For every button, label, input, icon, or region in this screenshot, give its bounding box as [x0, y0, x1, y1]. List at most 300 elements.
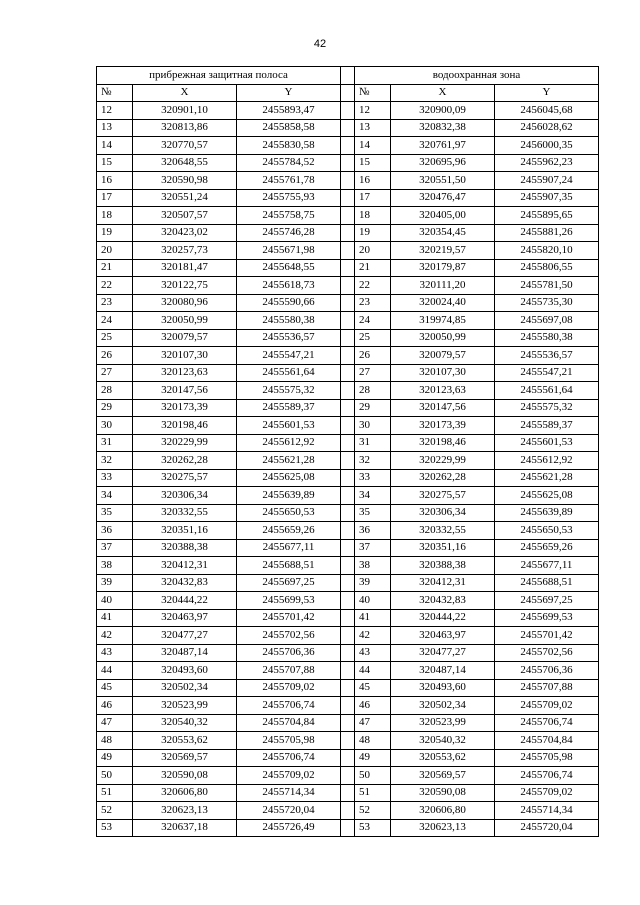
left-cell-y: 2455858,58: [237, 119, 341, 137]
left-cell-y: 2455714,34: [237, 784, 341, 802]
column-gap: [341, 767, 355, 785]
right-cell-y: 2455589,37: [495, 417, 599, 435]
right-cell-number: 22: [355, 277, 391, 295]
right-cell-y: 2455706,36: [495, 662, 599, 680]
column-gap: [341, 697, 355, 715]
right-cell-number: 35: [355, 504, 391, 522]
right-cell-y: 2455720,04: [495, 819, 599, 837]
right-cell-number: 53: [355, 819, 391, 837]
right-cell-x: 320540,32: [391, 732, 495, 750]
right-cell-number: 51: [355, 784, 391, 802]
left-cell-number: 29: [97, 399, 133, 417]
left-cell-number: 21: [97, 259, 133, 277]
left-cell-number: 35: [97, 504, 133, 522]
left-cell-y: 2455720,04: [237, 802, 341, 820]
right-cell-x: 320179,87: [391, 259, 495, 277]
right-cell-x: 320761,97: [391, 137, 495, 155]
right-cell-number: 30: [355, 417, 391, 435]
left-header-x: X: [133, 84, 237, 102]
right-cell-y: 2455650,53: [495, 522, 599, 540]
table-row: [97, 557, 599, 575]
right-cell-number: 39: [355, 574, 391, 592]
column-gap: [341, 679, 355, 697]
right-cell-x: 320551,50: [391, 172, 495, 190]
table-row: [97, 137, 599, 155]
left-cell-number: 28: [97, 382, 133, 400]
left-cell-y: 2455590,66: [237, 294, 341, 312]
left-cell-number: 46: [97, 697, 133, 715]
right-cell-x: 320432,83: [391, 592, 495, 610]
left-header-number: №: [97, 84, 133, 102]
left-cell-y: 2455618,73: [237, 277, 341, 295]
column-gap: [341, 137, 355, 155]
right-cell-y: 2455704,84: [495, 732, 599, 750]
table-row: [97, 312, 599, 330]
left-cell-x: 320493,60: [133, 662, 237, 680]
table-row: [97, 329, 599, 347]
right-cell-y: 2455536,57: [495, 347, 599, 365]
left-cell-y: 2455746,28: [237, 224, 341, 242]
left-header-y: Y: [237, 84, 341, 102]
left-cell-y: 2455659,26: [237, 522, 341, 540]
left-cell-x: 320813,86: [133, 119, 237, 137]
table-row: [97, 714, 599, 732]
column-gap: [341, 364, 355, 382]
right-cell-x: 320107,30: [391, 364, 495, 382]
right-cell-number: 24: [355, 312, 391, 330]
table-row: [97, 469, 599, 487]
right-cell-x: 320332,55: [391, 522, 495, 540]
column-gap: [341, 154, 355, 172]
left-cell-x: 320257,73: [133, 242, 237, 260]
right-cell-y: 2456045,68: [495, 102, 599, 120]
right-cell-number: 31: [355, 434, 391, 452]
left-cell-x: 320553,62: [133, 732, 237, 750]
left-cell-number: 39: [97, 574, 133, 592]
left-cell-number: 50: [97, 767, 133, 785]
table-row: [97, 802, 599, 820]
left-cell-x: 320123,63: [133, 364, 237, 382]
left-cell-number: 33: [97, 469, 133, 487]
left-cell-y: 2455650,53: [237, 504, 341, 522]
column-gap: [341, 347, 355, 365]
left-cell-number: 38: [97, 557, 133, 575]
table-row: [97, 242, 599, 260]
left-cell-y: 2455547,21: [237, 347, 341, 365]
right-cell-number: 21: [355, 259, 391, 277]
left-cell-x: 320423,02: [133, 224, 237, 242]
left-cell-x: 320637,18: [133, 819, 237, 837]
left-cell-x: 320502,34: [133, 679, 237, 697]
table-row: [97, 749, 599, 767]
column-gap: [341, 382, 355, 400]
right-cell-y: 2455806,55: [495, 259, 599, 277]
right-cell-x: 320623,13: [391, 819, 495, 837]
left-cell-x: 320432,83: [133, 574, 237, 592]
right-cell-x: 320024,40: [391, 294, 495, 312]
right-cell-x: 320275,57: [391, 487, 495, 505]
right-cell-x: 320606,80: [391, 802, 495, 820]
right-cell-number: 48: [355, 732, 391, 750]
table-row: [97, 487, 599, 505]
left-cell-x: 320551,24: [133, 189, 237, 207]
right-cell-number: 13: [355, 119, 391, 137]
left-cell-number: 16: [97, 172, 133, 190]
right-cell-y: 2455688,51: [495, 574, 599, 592]
left-cell-number: 19: [97, 224, 133, 242]
column-gap: [341, 67, 355, 85]
right-cell-y: 2455621,28: [495, 469, 599, 487]
left-cell-number: 52: [97, 802, 133, 820]
right-cell-x: 320173,39: [391, 417, 495, 435]
right-cell-y: 2455820,10: [495, 242, 599, 260]
right-cell-x: 319974,85: [391, 312, 495, 330]
column-gap: [341, 557, 355, 575]
left-cell-y: 2455677,11: [237, 539, 341, 557]
right-cell-y: 2455907,24: [495, 172, 599, 190]
left-cell-x: 320523,99: [133, 697, 237, 715]
left-cell-number: 24: [97, 312, 133, 330]
right-cell-x: 320832,38: [391, 119, 495, 137]
left-cell-number: 32: [97, 452, 133, 470]
right-cell-y: 2455701,42: [495, 627, 599, 645]
left-cell-y: 2455707,88: [237, 662, 341, 680]
column-gap: [341, 399, 355, 417]
right-cell-x: 320198,46: [391, 434, 495, 452]
right-cell-y: 2455895,65: [495, 207, 599, 225]
left-cell-y: 2455671,98: [237, 242, 341, 260]
left-cell-y: 2455612,92: [237, 434, 341, 452]
right-cell-y: 2455709,02: [495, 697, 599, 715]
left-cell-y: 2455704,84: [237, 714, 341, 732]
left-cell-y: 2455601,53: [237, 417, 341, 435]
column-gap: [341, 749, 355, 767]
table-row: [97, 662, 599, 680]
left-cell-number: 22: [97, 277, 133, 295]
right-cell-x: 320900,09: [391, 102, 495, 120]
left-cell-y: 2455697,25: [237, 574, 341, 592]
right-cell-x: 320050,99: [391, 329, 495, 347]
left-cell-x: 320901,10: [133, 102, 237, 120]
right-cell-number: 25: [355, 329, 391, 347]
right-cell-number: 41: [355, 609, 391, 627]
left-cell-number: 44: [97, 662, 133, 680]
column-header-row: [97, 84, 599, 102]
right-cell-x: 320123,63: [391, 382, 495, 400]
zone-title-row: [97, 67, 599, 85]
table-row: [97, 382, 599, 400]
left-cell-y: 2455580,38: [237, 312, 341, 330]
right-cell-y: 2455575,32: [495, 399, 599, 417]
table-row: [97, 364, 599, 382]
left-cell-y: 2455893,47: [237, 102, 341, 120]
column-gap: [341, 277, 355, 295]
column-gap: [341, 662, 355, 680]
left-cell-y: 2455702,56: [237, 627, 341, 645]
table-row: [97, 119, 599, 137]
column-gap: [341, 224, 355, 242]
left-cell-y: 2455784,52: [237, 154, 341, 172]
right-cell-x: 320262,28: [391, 469, 495, 487]
left-cell-x: 320487,14: [133, 644, 237, 662]
left-cell-number: 13: [97, 119, 133, 137]
column-gap: [341, 504, 355, 522]
left-cell-number: 18: [97, 207, 133, 225]
column-gap: [341, 574, 355, 592]
table-row: [97, 154, 599, 172]
left-cell-x: 320198,46: [133, 417, 237, 435]
column-gap: [341, 609, 355, 627]
left-cell-number: 45: [97, 679, 133, 697]
table-row: [97, 574, 599, 592]
left-cell-number: 26: [97, 347, 133, 365]
right-cell-number: 20: [355, 242, 391, 260]
left-cell-number: 25: [97, 329, 133, 347]
left-cell-y: 2455830,58: [237, 137, 341, 155]
right-cell-x: 320695,96: [391, 154, 495, 172]
left-cell-y: 2455621,28: [237, 452, 341, 470]
left-cell-y: 2455706,36: [237, 644, 341, 662]
left-cell-y: 2455561,64: [237, 364, 341, 382]
table-row: [97, 522, 599, 540]
table-row: [97, 819, 599, 837]
right-cell-number: 14: [355, 137, 391, 155]
right-cell-x: 320553,62: [391, 749, 495, 767]
table-row: [97, 294, 599, 312]
right-cell-y: 2455962,23: [495, 154, 599, 172]
column-gap: [341, 802, 355, 820]
column-gap: [341, 242, 355, 260]
left-cell-y: 2455709,02: [237, 767, 341, 785]
right-cell-y: 2455702,56: [495, 644, 599, 662]
column-gap: [341, 329, 355, 347]
left-cell-number: 31: [97, 434, 133, 452]
right-cell-y: 2455881,26: [495, 224, 599, 242]
table-row: [97, 277, 599, 295]
right-cell-y: 2455677,11: [495, 557, 599, 575]
left-cell-y: 2455575,32: [237, 382, 341, 400]
column-gap: [341, 644, 355, 662]
left-cell-number: 42: [97, 627, 133, 645]
right-cell-y: 2455907,35: [495, 189, 599, 207]
right-cell-y: 2455781,50: [495, 277, 599, 295]
right-cell-y: 2455706,74: [495, 767, 599, 785]
left-cell-x: 320181,47: [133, 259, 237, 277]
right-cell-y: 2455707,88: [495, 679, 599, 697]
left-cell-y: 2455701,42: [237, 609, 341, 627]
left-cell-x: 320351,16: [133, 522, 237, 540]
right-cell-x: 320219,57: [391, 242, 495, 260]
left-cell-number: 47: [97, 714, 133, 732]
left-cell-y: 2455726,49: [237, 819, 341, 837]
table-row: [97, 347, 599, 365]
column-gap: [341, 417, 355, 435]
left-cell-y: 2455639,89: [237, 487, 341, 505]
right-cell-x: 320111,20: [391, 277, 495, 295]
left-cell-y: 2455709,02: [237, 679, 341, 697]
right-cell-number: 26: [355, 347, 391, 365]
left-cell-number: 36: [97, 522, 133, 540]
right-cell-x: 320405,00: [391, 207, 495, 225]
right-cell-x: 320477,27: [391, 644, 495, 662]
left-cell-y: 2455705,98: [237, 732, 341, 750]
left-cell-number: 40: [97, 592, 133, 610]
right-cell-y: 2456000,35: [495, 137, 599, 155]
left-cell-y: 2455761,78: [237, 172, 341, 190]
column-gap: [341, 592, 355, 610]
right-cell-x: 320351,16: [391, 539, 495, 557]
table-row: [97, 102, 599, 120]
left-cell-number: 14: [97, 137, 133, 155]
right-cell-x: 320147,56: [391, 399, 495, 417]
right-cell-x: 320476,47: [391, 189, 495, 207]
right-cell-x: 320590,08: [391, 784, 495, 802]
left-cell-x: 320079,57: [133, 329, 237, 347]
right-cell-number: 28: [355, 382, 391, 400]
column-gap: [341, 207, 355, 225]
right-cell-x: 320388,38: [391, 557, 495, 575]
right-cell-number: 50: [355, 767, 391, 785]
left-cell-x: 320306,34: [133, 487, 237, 505]
column-gap: [341, 84, 355, 102]
right-cell-number: 32: [355, 452, 391, 470]
table-row: [97, 627, 599, 645]
right-cell-x: 320502,34: [391, 697, 495, 715]
right-cell-number: 49: [355, 749, 391, 767]
left-zone-title: прибрежная защитная полоса: [97, 67, 341, 85]
left-cell-number: 34: [97, 487, 133, 505]
right-cell-y: 2455697,25: [495, 592, 599, 610]
left-cell-x: 320412,31: [133, 557, 237, 575]
table-row: [97, 609, 599, 627]
right-header-y: Y: [495, 84, 599, 102]
right-cell-x: 320523,99: [391, 714, 495, 732]
right-cell-x: 320229,99: [391, 452, 495, 470]
right-cell-x: 320079,57: [391, 347, 495, 365]
table-row: [97, 189, 599, 207]
column-gap: [341, 189, 355, 207]
column-gap: [341, 714, 355, 732]
left-cell-x: 320463,97: [133, 609, 237, 627]
left-cell-number: 53: [97, 819, 133, 837]
right-cell-number: 38: [355, 557, 391, 575]
table-row: [97, 697, 599, 715]
left-cell-x: 320623,13: [133, 802, 237, 820]
table-row: [97, 644, 599, 662]
left-cell-number: 51: [97, 784, 133, 802]
left-cell-y: 2455758,75: [237, 207, 341, 225]
column-gap: [341, 294, 355, 312]
right-cell-number: 29: [355, 399, 391, 417]
table-row: [97, 417, 599, 435]
left-cell-x: 320540,32: [133, 714, 237, 732]
table-row: [97, 399, 599, 417]
left-cell-x: 320275,57: [133, 469, 237, 487]
right-cell-number: 16: [355, 172, 391, 190]
left-cell-y: 2455699,53: [237, 592, 341, 610]
right-cell-number: 19: [355, 224, 391, 242]
left-cell-y: 2455706,74: [237, 697, 341, 715]
right-cell-x: 320493,60: [391, 679, 495, 697]
left-cell-number: 20: [97, 242, 133, 260]
right-cell-number: 47: [355, 714, 391, 732]
left-cell-number: 37: [97, 539, 133, 557]
table-row: [97, 224, 599, 242]
right-cell-number: 37: [355, 539, 391, 557]
left-cell-x: 320332,55: [133, 504, 237, 522]
right-cell-x: 320569,57: [391, 767, 495, 785]
left-cell-y: 2455589,37: [237, 399, 341, 417]
right-cell-x: 320444,22: [391, 609, 495, 627]
right-cell-x: 320354,45: [391, 224, 495, 242]
right-cell-y: 2455709,02: [495, 784, 599, 802]
left-cell-number: 12: [97, 102, 133, 120]
left-cell-number: 41: [97, 609, 133, 627]
right-cell-number: 44: [355, 662, 391, 680]
right-cell-x: 320412,31: [391, 574, 495, 592]
table-row: [97, 732, 599, 750]
right-cell-y: 2455705,98: [495, 749, 599, 767]
right-cell-number: 15: [355, 154, 391, 172]
left-cell-x: 320569,57: [133, 749, 237, 767]
left-cell-x: 320229,99: [133, 434, 237, 452]
column-gap: [341, 102, 355, 120]
left-cell-number: 48: [97, 732, 133, 750]
left-cell-x: 320606,80: [133, 784, 237, 802]
left-cell-x: 320388,38: [133, 539, 237, 557]
table-row: [97, 172, 599, 190]
column-gap: [341, 539, 355, 557]
right-cell-number: 18: [355, 207, 391, 225]
right-cell-x: 320463,97: [391, 627, 495, 645]
right-cell-x: 320306,34: [391, 504, 495, 522]
table-row: [97, 207, 599, 225]
left-cell-x: 320444,22: [133, 592, 237, 610]
right-cell-y: 2455580,38: [495, 329, 599, 347]
left-cell-x: 320590,98: [133, 172, 237, 190]
table-row: [97, 259, 599, 277]
column-gap: [341, 627, 355, 645]
table-row: [97, 504, 599, 522]
right-cell-number: 17: [355, 189, 391, 207]
right-cell-number: 27: [355, 364, 391, 382]
left-cell-y: 2455755,93: [237, 189, 341, 207]
right-cell-number: 34: [355, 487, 391, 505]
right-header-number: №: [355, 84, 391, 102]
left-cell-y: 2455536,57: [237, 329, 341, 347]
left-cell-y: 2455648,55: [237, 259, 341, 277]
right-cell-y: 2455699,53: [495, 609, 599, 627]
column-gap: [341, 259, 355, 277]
left-cell-y: 2455688,51: [237, 557, 341, 575]
right-cell-number: 46: [355, 697, 391, 715]
right-cell-y: 2455547,21: [495, 364, 599, 382]
column-gap: [341, 784, 355, 802]
left-cell-x: 320770,57: [133, 137, 237, 155]
left-cell-number: 49: [97, 749, 133, 767]
right-cell-y: 2455706,74: [495, 714, 599, 732]
left-cell-x: 320147,56: [133, 382, 237, 400]
left-cell-x: 320080,96: [133, 294, 237, 312]
column-gap: [341, 732, 355, 750]
column-gap: [341, 522, 355, 540]
left-cell-number: 30: [97, 417, 133, 435]
right-cell-y: 2455697,08: [495, 312, 599, 330]
left-cell-x: 320477,27: [133, 627, 237, 645]
column-gap: [341, 312, 355, 330]
right-cell-number: 45: [355, 679, 391, 697]
right-cell-y: 2455639,89: [495, 504, 599, 522]
